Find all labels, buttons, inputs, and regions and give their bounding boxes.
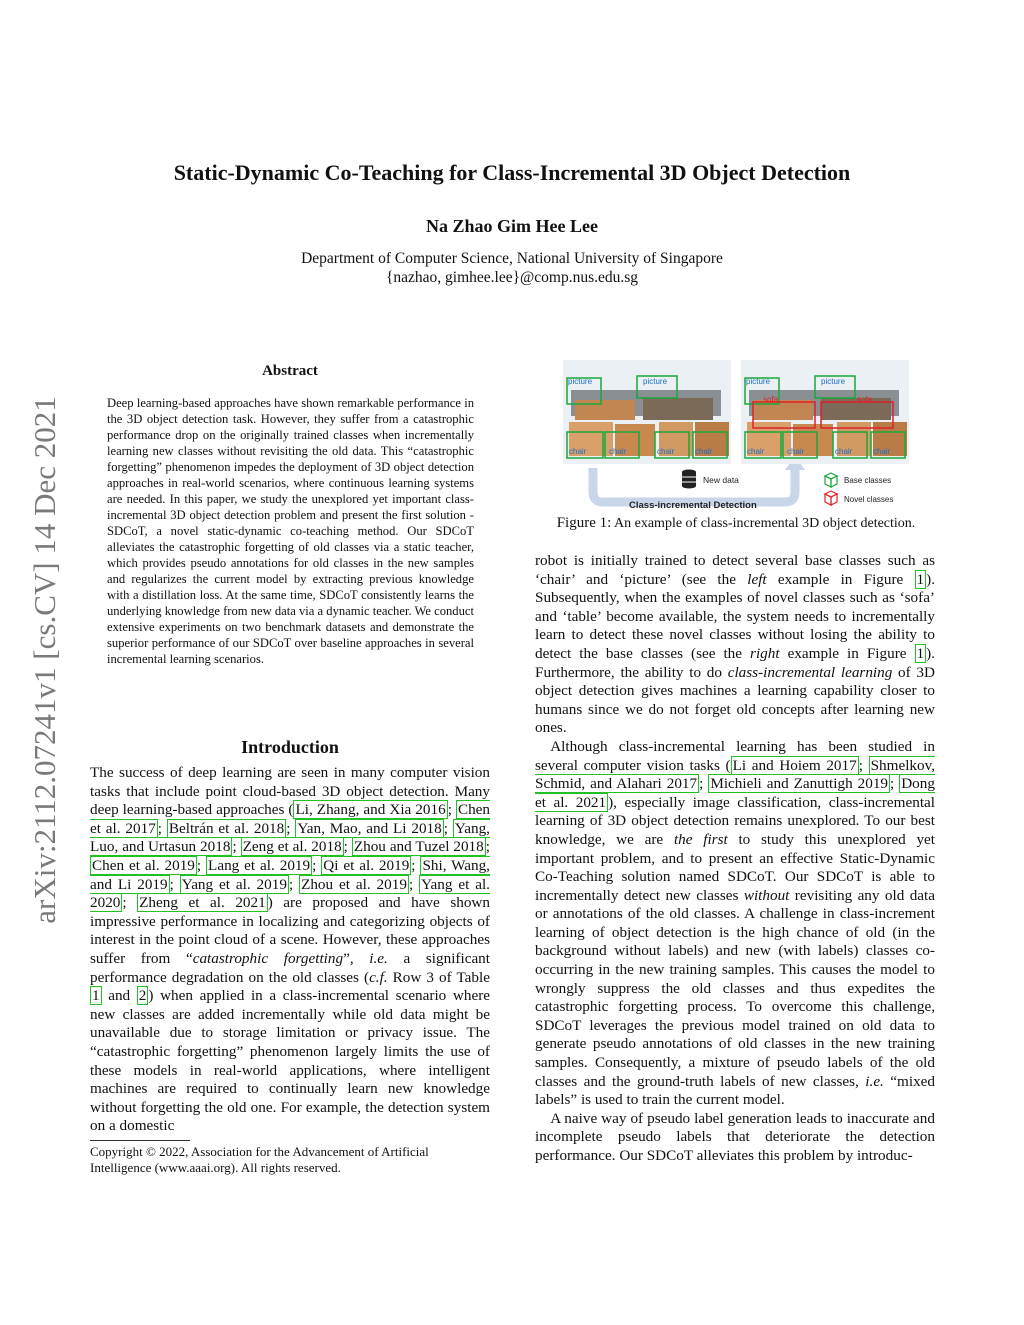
legend-novel-classes: Novel classes	[844, 495, 894, 504]
label-sofa: sofa	[857, 395, 873, 404]
authors: Na Zhao Gim Hee Lee	[426, 216, 598, 236]
arxiv-stamp	[22, 350, 68, 970]
right-column-body	[535, 552, 935, 1166]
paper-title: Static-Dynamic Co-Teaching for Class-Incremental 3D Object Detection	[173, 160, 851, 185]
citation[interactable]: Michieli and Zanuttigh 2019	[710, 775, 889, 793]
emails: {nazhao, gimhee.lee}@comp.nus.edu.sg	[385, 269, 639, 286]
figure-1	[563, 360, 913, 512]
figure-ref-link[interactable]: 1	[916, 644, 925, 662]
citation[interactable]: Lang et al. 2019	[208, 856, 311, 874]
new-data-label: New data	[703, 475, 739, 485]
database-icon	[682, 470, 696, 489]
base-cube-icon	[825, 473, 837, 487]
copyright-footnote: Copyright © 2022, Association for the Advancement of Artificial Intelligence (www.aaai.org). All rights reserved.	[90, 1144, 429, 1175]
citation[interactable]: Li, Zhang, and Xia 2016	[295, 801, 446, 819]
affiliation: Department of Computer Science, National University of Singapore	[301, 250, 723, 267]
citation[interactable]: Chen et al. 2017	[90, 801, 490, 837]
citation[interactable]: Li and Hoiem 2017	[732, 756, 857, 774]
affiliation-block	[0, 249, 1024, 287]
class-incremental-detection-label: Class-incremental Detection	[629, 500, 757, 511]
left-column-body	[90, 764, 490, 1136]
citation[interactable]: Shmelkov, Schmid, and Alahari 2017	[535, 756, 935, 793]
table-ref-link[interactable]: 2	[138, 987, 147, 1005]
label-picture: picture	[746, 377, 771, 386]
right-scene	[741, 360, 909, 464]
citation[interactable]: Beltrán et al. 2018	[168, 819, 285, 837]
citation[interactable]: Zhou et al. 2019	[301, 875, 407, 893]
label-chair: chair	[695, 447, 713, 456]
label-sofa: sofa	[763, 395, 779, 404]
label-picture: picture	[568, 377, 593, 386]
footnote-divider	[90, 1140, 190, 1141]
intro-paragraph-1: The success of deep learning are seen in many computer vision tasks that include point cloud-based 3D object detection. Many deep learning-based approaches ( Li, Zhang, and Xia 2016 ; Chen et al. 2017 ; Beltrán et al. 2018 ; Yan, Mao, and Li 2018 ; Yang, Luo, and Urtasun 2018 ; Zeng et al. 2018 ; Zhou and Tuzel 2018 ; Chen et al. 2019 ; Lang et al. 2019 ; Qi et al. 2019 ; Shi, Wang, and Li 2019 ; Yang et al. 2019 ; Zhou et al. 2019 ; Yang et al. 2020 ; Zheng et al. 2021 ) are proposed and have shown impressive performance in localizing and categorizing objects of interest in the point cloud of a scene. However, these approaches suffer from “catastrophic forgetting”, i.e. a significant performance degradation on the old classes (c.f. Row 3 of Table 1 and 2 ) when applied in a class-incremental scenario where new classes are added incrementally while old data might be unavailable due to storage limitation or privacy issue. The “catastrophic forgetting” phenomenon largely limits the use of these models in real-world applications, where intelligent machines are required to continually learn new knowledge without forgetting the old one. For example, the detection system on a domestic	[90, 764, 490, 1135]
citation[interactable]: Yan, Mao, and Li 2018	[297, 819, 442, 837]
arxiv-stamp-text: arXiv:2112.07241v1 [cs.CV] 14 Dec 2021	[27, 396, 62, 924]
right-paragraph-2: Although class-incremental learning has been studied in several computer vision tasks ( Li and Hoiem 2017 ; Shmelkov, Schmid, and Alahari 2017 ; Michieli and Zanuttigh 2019 ; Dong et al. 2021 ), especially image classification, class-incremental learning of 3D object detection remains unexplored. To our best knowledge, we are the first to study this unexplored yet important problem, and to present an effective Static-Dynamic Co-Teaching solution named SDCoT. Our SDCoT is able to incrementally detect new classes without revisiting any old data or annotations of the old classes. A challenge in class-increment learning of object detection is the high chance of old (in the background without labels) and new (with labels) classes co-occurring in the new training samples. This causes the model to wrongly suppress the old classes and thus expedites the catastrophic forgetting process. To overcome this challenge, SDCoT leverages the previous model trained on old data to generate pseudo annotations of old classes in the new training samples. Consequently, a mixture of pseudo labels of the old classes and the ground-truth labels of new classes, i.e. “mixed labels” is used to train the current model.	[535, 737, 936, 1109]
label-chair: chair	[787, 447, 805, 456]
citation[interactable]: Zeng et al. 2018	[242, 838, 342, 856]
label-picture: picture	[821, 377, 846, 386]
citation[interactable]: Yang et al. 2020	[90, 875, 490, 912]
right-paragraph-3: A naive way of pseudo label generation leads to inaccurate and incomplete pseudo labels that deteriorate the detection performance. Our SDCoT alleviates this problem by introduc-	[535, 1109, 935, 1164]
label-chair: chair	[873, 447, 891, 456]
citation[interactable]: Shi, Wang, and Li 2019	[90, 856, 490, 893]
citation[interactable]: Yang et al. 2019	[181, 875, 287, 893]
legend-base-classes: Base classes	[844, 476, 892, 485]
citation[interactable]: Zhou and Tuzel 2018	[353, 838, 484, 856]
novel-cube-icon	[825, 491, 837, 505]
abstract-heading: Abstract	[262, 363, 318, 379]
citation[interactable]: Yang, Luo, and Urtasun 2018	[90, 819, 490, 856]
citation[interactable]: Dong et al. 2021	[535, 775, 935, 811]
table-ref-link[interactable]: 1	[92, 987, 100, 1005]
label-chair: chair	[569, 447, 587, 456]
abstract-text: Deep learning-based approaches have shown remarkable performance in the 3D object detection task. However, they suffer from a catastrophic performance drop on the originally trained classes when incrementally learning new classes without revisiting the old data. This “catastrophic forgetting” phenomenon impedes the deployment of 3D object detection approaches in real-world scenarios, where continuous learning systems are needed. In this paper, we study the unexplored yet important class-incremental 3D object detection problem and present the first solution - SDCoT, a novel static-dynamic co-teaching method. Our SDCoT alleviates the catastrophic forgetting of old classes via a static teacher, which provides pseudo annotations for old classes in the new samples and regularizes the current model by extracting previous knowledge with a distillation loss. At the same time, SDCoT consistently learns the underlying knowledge from new data via a dynamic teacher. We conduct extensive experiments on two benchmark datasets and demonstrate the superior performance of our SDCoT over baseline approaches in several incremental learning scenarios.	[107, 396, 474, 666]
right-paragraph-1: robot is initially trained to detect several base classes such as ‘chair’ and ‘picture’ (see the left example in Figure 1 ). Subsequently, when the examples of novel classes such as ‘sofa’ and ‘table’ become available, the system needs to incrementally learn to detect these novel classes without losing the ability to detect the base classes (see the right example in Figure 1 ). Furthermore, the ability to do class-incremental learning of 3D object detection gives machines a learning capability closer to humans since we do not forget old concepts after learning new ones.	[535, 552, 935, 737]
left-scene	[563, 360, 731, 464]
legend	[825, 473, 893, 505]
citation-list: Li, Zhang, and Xia 2016 ; Chen et al. 2017 ; Beltrán et al. 2018 ; Yan, Mao, and Li 2018 ; Yang, Luo, and Urtasun 2018 ; Zeng et al. 2018 ; Zhou and Tuzel 2018 ; Chen et al. 2019 ; Lang et al. 2019 ; Qi et al. 2019 ; Shi, Wang, and Li 2019 ; Yang et al. 2019 ; Zhou et al. 2019 ; Yang et al. 2020 ; Zheng et al. 2021	[90, 801, 490, 912]
label-picture: picture	[643, 377, 668, 386]
introduction-heading: Introduction	[241, 737, 339, 757]
citation[interactable]: Zheng et al. 2021	[139, 894, 266, 912]
label-chair: chair	[657, 447, 675, 456]
citation[interactable]: Qi et al. 2019	[323, 856, 410, 874]
figure-ref-link[interactable]: 1	[916, 570, 925, 588]
label-chair: chair	[747, 447, 765, 456]
label-chair: chair	[835, 447, 853, 456]
figure-caption: Figure 1: An example of class-incremental 3D object detection.	[556, 515, 916, 531]
label-chair: chair	[609, 447, 627, 456]
citation[interactable]: Chen et al. 2019	[92, 856, 195, 874]
